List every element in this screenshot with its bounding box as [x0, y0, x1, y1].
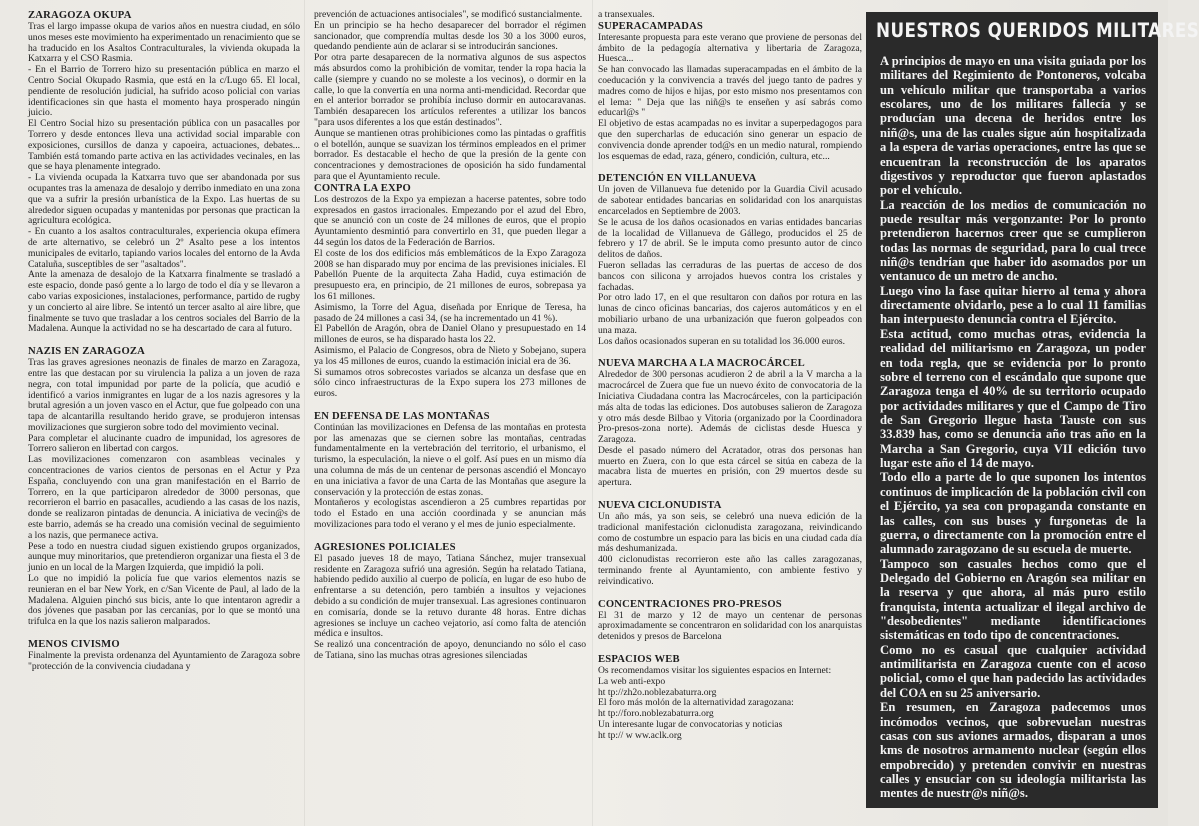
article-paragraph: Un joven de Villanueva fue detenido por la Guardia Civil acusado de sabotear entidades bancarias en solidaridad con los anarquistas encarcelados en Septiembre de 2003.: [598, 184, 862, 217]
article-paragraph: prevención de actuaciones antisociales", se modificó sustancialmente.: [314, 9, 583, 20]
militares-paragraph: Esta actitud, como muchas otras, evidencia la realidad del militarismo en Zaragoza, un poder en toda regla, que se evidencia por lo pronto sobre el terreno con el escándalo que supone que Zaragoza tenga el 40% de su territorio ocupado por actividades militares y que el Campo de Tiro de San Gregorio llegue hasta Tauste con sus 33.839 has, como se denuncia año tras año en la Marcha a San Gregorio, cuya VII edición tuvo lugar este año el 14 de mayo.: [880, 326, 1146, 471]
section-heading: EN DEFENSA DE LAS MONTAÑAS: [314, 410, 490, 422]
article-paragraph: El pasado jueves 18 de mayo, Tatiana Sánchez, mujer transexual residente en Zaragoza sufrió una agresión. Según ha relatado Tatiana, habiendo pedido auxilio al cuerpo de policía, en lugar de eso hubo de enfrentarse a su detención, pero también a insultos y vejaciones debido a su condición de mujer transexual. Las agresiones continuaron en comisaría, donde se la retuvo durante 48 horas. Entre dichas agresiones se incluye un cacheo vejatorio, así como falta de atención médica e insultos.: [314, 552, 586, 640]
article-paragraph: Por otra parte desaparecen de la normativa algunos de sus aspectos más absurdos como la prohibición de vomitar, tender la ropa hacia la calle (siempre y cuando no se moleste a los vecinos), o dormir en la calle, lo que la convertía en una norma anti-mendicidad. Recordar que en el anterior borrador se prohibía incluso dormir en autocaravanas. También desaparecen los artículos referentes a utilizar los bancos "para usos diferentes a los que están destinados".: [314, 52, 586, 128]
article-paragraph: Montañeros y ecologistas ascendieron a 25 cumbres repartidas por todo el Estado en una acción coordinada y se anuncian más movilizaciones para todo el verano y el mes de junio especialmente.: [314, 497, 586, 531]
section-heading: NUEVA CICLONUDISTA: [598, 500, 722, 512]
article-paragraph: Alrededor de 300 personas acudieron 2 de abril a la V marcha a la macrocárcel de Zuera que fue un nuevo éxito de convocatoria de la Iniciativa Ciudadana contra las Macrocárceles, con la participación más alta de todas las ediciones. Dos autobuses salieron de Zaragoza y otro más desde Bilbao y Vitoria (organizado por la Coordinadora Pro-presos-zona norte). Además de ciclistas desde Huesca y Zaragoza.: [598, 369, 862, 446]
section-heading: ZARAGOZA OKUPA: [28, 10, 132, 21]
column-divider: [592, 0, 593, 826]
article-paragraph: - En cuanto a los asaltos contraculturales, experiencia okupa efímera de arte alternativo, se celebró un 2º Asalto pese a los intentos municipales de evitarlo, tapiando varios locales del entorno de la Avda Cataluña, susceptibles de ser "asaltados".: [28, 226, 300, 270]
article-paragraph: Aunque se mantienen otras prohibiciones como las pintadas o graffitis o el botellón, aunque se suavizan los términos empleados en el primer borrador. Es destacable el hecho de que la presión de la gente con concentraciones y demostraciones de oposición ha sido fundamental para que el Ayuntamiento recule.: [314, 127, 586, 182]
article-paragraph: El coste de los dos edificios más emblemáticos de la Expo Zaragoza 2008 se han disparado muy por encima de las previsiones iniciales. El Pabellón Puente de la arquitecta Zaha Hadid, cuya estimación de presupuesto era, en principio, de 21 millones de euros, sobrepasa ya los 61 millones.: [314, 247, 586, 302]
article-paragraph: Desde el pasado número del Acratador, otras dos personas han muerto en Zuera, con lo que esta cárcel se sitúa en cabeza de la macabra lista de muertes en prisión, con 29 muertos desde su apertura.: [598, 444, 862, 489]
militares-paragraph: La reacción de los medios de comunicación no puede resultar más vergonzante: Por lo pronto pretendieron hacernos creer que se cumplieron todas las normas de seguridad, para lo cual trece niñ@s tendrían que haber ido asomados por un ventanuco de un metro de ancho.: [880, 197, 1146, 284]
article-paragraph: El Pabellón de Aragón, obra de Daniel Olano y presupuestado en 14 millones de euros, se ha disparado hasta los 22.: [314, 323, 586, 346]
militares-paragraph: En resumen, en Zaragoza padecemos unos incómodos vecinos, que sobrevuelan nuestras casas con sus aviones armados, disparan a unos kms de nosotros armamento nuclear (según ellos empobrecido) y pretenden convivir en nuestras calles y ensuciar con su ideología militarista las mentes de nuestr@s niñ@s.: [880, 700, 1146, 801]
militares-paragraph: Como no es casual que cualquier actividad antimilitarista en Zaragoza cuente con el acoso policial, como el que han padecido las actividades del COA en su 25 aniversario.: [880, 642, 1146, 700]
article-paragraph: Se realizó una concentración de apoyo, denunciando no sólo el caso de Tatiana, sino las muchas otras agresiones silenciadas: [314, 639, 586, 662]
militares-body: [880, 54, 1146, 801]
article-paragraph: Pese a todo en nuestra ciudad siguen existiendo grupos organizados, aunque muy minoritarios, que pretendieron organizar una fiesta el 3 de junio en un local de la Margen Izquierda, que impidió la poli.: [28, 540, 300, 574]
article-paragraph: - La vivienda ocupada la Katxarra tuvo que ser abandonada por sus ocupantes tras la amenaza de desalojo y derribo inmediato en una zona que va a sufrir la presión urbanística de la Expo. Las huertas de su alrededor siguen ocupadas y mantenidas por personas que practican la agricultura ecológica.: [28, 172, 300, 227]
militares-paragraph: Todo ello a parte de lo que suponen los intentos continuos de implicación de la población civil con el Ejército, ya sea con propaganda constante en las calles, con sus buses y furgonetas de la guerra, o directamente con la promoción entre el alumnado zaragozano de su escuela de muerte.: [880, 470, 1146, 557]
section-heading: MENOS CIVISMO: [28, 639, 120, 651]
article-paragraph: Interesante propuesta para este verano que proviene de personas del ámbito de la pedagogía alternativa y libertaria de Zaragoza, Huesca...: [598, 31, 862, 65]
article-paragraph: ht tp://zh2o.noblezabaturra.org: [598, 686, 717, 698]
article-paragraph: En un principio se ha hecho desaparecer del borrador el régimen sancionador, que comprendía multas desde los 30 a los 3000 euros, quedando pendiente aún de aclarar si se introducirán sanciones.: [314, 19, 586, 53]
article-paragraph: Un año más, ya son seis, se celebró una nueva edición de la tradicional manifestación ciclonudista zaragozana, reivindicando como de costumbre un espacio para las bicis en una ciudad cada día más deshumanizada.: [598, 511, 862, 555]
article-paragraph: Se le acusa de los daños ocasionados en varias entidades bancarias de la localidad de Villanueva de Gállego, producidos el 25 de febrero y 17 de abril. Se le imputa como presunto autor de cinco delitos de daños.: [598, 216, 862, 261]
article-paragraph: ht tp://foro.noblezabaturra.org: [598, 708, 714, 720]
article-paragraph: Os recomendamos visitar los siguientes espacios en Internet:: [598, 665, 832, 677]
article-paragraph: Los destrozos de la Expo ya empiezan a hacerse patentes, sobre todo expresados en gastos irracionales. Empezando por el azud del Ebro, que se anunció con un coste de 24 millones de euros, que el propio Ayuntamiento desmintió para convertirlo en 31, que pueden llegar a 44 según los datos de la Federación de Barrios.: [314, 193, 586, 248]
article-paragraph: Para completar el alucinante cuadro de impunidad, los agresores de Torrero salieron en libertad con cargos.: [28, 432, 300, 455]
column-2: [314, 10, 586, 820]
column-4-militares: [866, 12, 1199, 808]
section-heading: NUEVA MARCHA A LA MACROCÁRCEL: [598, 358, 805, 370]
article-paragraph: Tras las graves agresiones neonazis de finales de marzo en Zaragoza, entre las que destacan por su virulencia la paliza a un joven de raza negra, con total impunidad por parte de la policía, que acudió e identificó a varios inmigrantes en lugar de a los nazis agresores y la brutal agresión a un joven vasco en el Actur, que fue golpeado con una tapa de alcantarilla resultando herido grave, se produjeron intensas movilizaciones que surgieron sobre todo del movimiento vecinal.: [28, 357, 300, 433]
section-heading: CONCENTRACIONES PRO-PRESOS: [598, 598, 782, 610]
column-1: [28, 10, 300, 820]
section-heading: CONTRA LA EXPO: [314, 182, 411, 194]
article-paragraph: Se han convocado las llamadas superacampadas en el ámbito de la coeducación y la convivencia a través del juego tanto de padres y madres como de hijos e hijas, por esto mismo nos presentamos con el lema: " Deja que las niñ@s te enseñen y así sabrás como educarl@s ": [598, 64, 862, 119]
article-paragraph: Por otro lado 17, en el que resultaron con daños por rotura en las lunas de cinco oficinas bancarias, dos cajeros automáticos y en el mobiliario urbano de una urbanización que fueron golpeados con una maza.: [598, 292, 862, 336]
article-paragraph: 400 ciclonudistas recorrieron este año las calles zaragozanas, terminando frente al Ayuntamiento, con ambiente festivo y reivindicativo.: [598, 554, 862, 587]
column-3: [598, 10, 862, 820]
article-paragraph: Los daños ocasionados superan en su totalidad los 36.000 euros.: [598, 335, 845, 347]
article-paragraph: Un interesante lugar de convocatorias y noticias: [598, 719, 783, 731]
article-paragraph: El Centro Social hizo su presentación pública con un pasacalles por Torrero y desde entonces lleva una actividad social imparable con exposiciones, cursillos de danza y capoeira, actuaciones, debates... También está tomando parte activa en las actividades vecinales, en las que se haya plenamente integrado.: [28, 118, 300, 173]
article-paragraph: Ante la amenaza de desalojo de la Katxarra finalmente se trasladó a este espacio, donde pasó gente a lo largo de todo el día y se llevaron a cabo varias exposiciones, instalaciones, performance, partido de rugby y un concierto al aire libre. Se intentó un tercer asalto al aire libre, que finalmente se tuvo que trasladar a los centros sociales del Barrio de la Madalena. Aunque la actividad no se ha descartado de cara al futuro.: [28, 269, 300, 335]
article-paragraph: Si sumamos otros sobrecostes variados se alcanza un desfase que en sólo cinco infraestructuras de la Expo supera los 273 millones de euros.: [314, 366, 586, 400]
militares-paragraph: Luego vino la fase quitar hierro al tema y ahora directamente olvidarlo, pese a lo cual 11 familias han interpuesto denuncia contra el Ejército.: [880, 283, 1146, 327]
article-paragraph: Continúan las movilizaciones en Defensa de las montañas en protesta por las amenazas que se ciernen sobre las montañas, centradas fundamentalmente en la vertebración del territorio, el urbanismo, el turismo, la especulación, la nieve o el golf. Así pues en un mismo día una columna de más de un centenar de personas ascendió el Moncayo en una iniciativa a favor de una Carta de las Montañas que asegure la conservación y la protección de estas zonas.: [314, 421, 586, 498]
article-paragraph: El foro más molón de la alternatividad zaragozana:: [598, 697, 794, 709]
column-divider: [304, 0, 305, 826]
article-paragraph: Lo que no impidió la policía fue que varios elementos nazis se reunieran en el bar New York, en c/San Vicente de Paul, al lado de la Madalena. Alguien pinchó sus bicis, ante lo que intentaron agredir a dos jóvenes que pasaban por las cercanías, por lo que se montó una trifulca en la que los nazis salieron malparados.: [28, 573, 300, 628]
article-paragraph: El objetivo de estas acampadas no es invitar a superpedagogos para que den supercharlas de educación sino generar un espacio de convivencia donde aprender tod@s en un medio natural, rompiendo los esquemas de edad, raza, género, condición, cultura, etc...: [598, 118, 862, 162]
article-paragraph: Finalmente la prevista ordenanza del Ayuntamiento de Zaragoza sobre "protección de la convivencia ciudadana y: [28, 650, 300, 672]
article-paragraph: a transexuales.: [598, 9, 655, 20]
militares-title: NUESTROS QUERIDOS MILITARES: [876, 19, 1199, 42]
article-paragraph: El 31 de marzo y 12 de mayo un centenar de personas aproximadamente se concentraron en solidaridad con los anarquistas detenidos y presos de Barcelona: [598, 609, 862, 643]
section-heading: DETENCIÓN EN VILLANUEVA: [598, 173, 757, 185]
militares-paragraph: A principios de mayo en una visita guiada por los militares del Regimiento de Pontoneros, volcaba un vehículo militar que transportaba a varios escolares, uno de los militares fallecía y se producían una decena de heridos entre los niñ@s, una de las cuales sigue aún hospitalizada a la espera de varias operaciones, entre las que se encuentran la reconstrucción de los aparatos digestivos y reproductor que fueron aplastados por el vehículo.: [880, 54, 1146, 198]
section-heading: NAZIS EN ZARAGOZA: [28, 346, 146, 358]
article-paragraph: ht tp:// w ww.aclk.org: [598, 729, 682, 741]
article-paragraph: Fueron selladas las cerraduras de las puertas de acceso de dos bancos con silicona y arrojados huevos contra los cristales y fachadas.: [598, 259, 862, 293]
article-paragraph: La web anti-expo: [598, 675, 666, 687]
article-paragraph: Asimismo, el Palacio de Congresos, obra de Nieto y Sobejano, supera ya los 45 millones de euros, cuando la estimación inicial era de 36.: [314, 344, 586, 367]
section-heading: ESPACIOS WEB: [598, 654, 680, 666]
article-paragraph: Las movilizaciones comenzaron con asambleas vecinales y concentraciones de varios cientos de personas en el Actur y Pza España, concluyendo con una gran manifestación en el Barrio de Torrero, en la que participaron alrededor de 3000 personas, que recorrieron el barrio en pasacalles, acudiendo a las casas de los nazis, donde se realizaron pintadas de denuncia. A iniciativa de vecin@s de este barrio, además se ha creado una comisión vecinal de seguimiento a los nazis, que permanece activa.: [28, 454, 300, 541]
article-paragraph: Tras el largo impasse okupa de varios años en nuestra ciudad, en sólo unos meses este movimiento ha experimentado un renacimiento que se ha traducido en los Asaltos Contraculturales, la vivienda okupada la Katxarra y el CSO Rasmia.: [28, 21, 301, 65]
article-paragraph: - En el Barrio de Torrero hizo su presentación pública en marzo el Centro Social Okupado Rasmia, que está en la c/Lugo 65. El local, pendiente de resolución judicial, ha sufrido acoso policial con varias identificaciones sin que hasta el momento haya prosperado ningún juicio.: [28, 64, 300, 119]
article-paragraph: Asimismo, la Torre del Agua, diseñada por Enrique de Teresa, ha pasado de 24 millones a casi 34, (se ha incrementado un 41 %).: [314, 301, 586, 324]
militares-paragraph: Tampoco son casuales hechos como que el Delegado del Gobierno en Aragón sea militar en la reserva y que ahora, al más puro estilo franquista, intenta actualizar el ilegal archivo de "desobedientes" mediante identificaciones sistemáticas en todo tipo de concentraciones.: [880, 556, 1146, 643]
section-heading: SUPERACAMPADAS: [598, 20, 704, 32]
section-heading: AGRESIONES POLICIALES: [314, 541, 456, 553]
